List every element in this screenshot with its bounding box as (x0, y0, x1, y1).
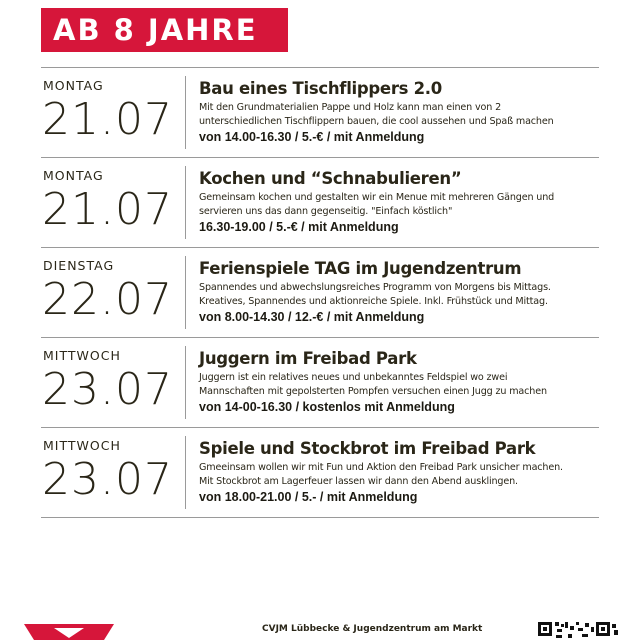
event-description-line: unterschiedlichen Tischflippern bauen, die cool aussehen und Spaß machen (199, 116, 554, 127)
event-date: 23.07 (42, 454, 173, 505)
event-description-line: Juggern ist ein relatives neues und unbekanntes Feldspiel wo zwei (199, 372, 508, 383)
organization-name: CVJM Lübbecke & Jugendzentrum am Markt (262, 624, 483, 634)
event-title: Kochen und “Schnabulieren” (199, 169, 462, 188)
event-row (41, 428, 599, 517)
event-date: 21.07 (42, 94, 173, 145)
event-date: 22.07 (42, 274, 173, 325)
event-title: Bau eines Tischflippers 2.0 (199, 79, 442, 98)
event-separator (185, 346, 186, 419)
event-day: MONTAG (43, 168, 104, 183)
qr-code (538, 622, 620, 640)
divider (41, 517, 599, 518)
event-info: 16.30-19.00 / 5.-€ / mit Anmeldung (199, 220, 399, 234)
event-content (199, 167, 599, 235)
event-day: DIENSTAG (43, 258, 115, 273)
event-date: 23.07 (42, 364, 173, 415)
event-day: MITTWOCH (43, 438, 121, 453)
event-description-line: Mit den Grundmaterialien Pappe und Holz kann man einen von 2 (199, 102, 502, 113)
event-description-line: Kreatives, Spannendes und aktionreiche Spiele. Inkl. Frühstück und Mittag. (199, 296, 548, 307)
event-description-line: servieren uns das dann gegenseitig. "Einfach köstlich" (199, 206, 453, 217)
event-description-line: Gmeeinsam wollen wir mit Fun und Aktion den Freibad Park unsicher machen. (199, 462, 563, 473)
event-title: Ferienspiele TAG im Jugendzentrum (199, 259, 522, 278)
event-description-line: Mit Stockbrot am Lagerfeuer lassen wir dann den Abend ausklingen. (199, 476, 518, 487)
event-description-line: Gemeinsam kochen und gestalten wir ein Menue mit mehreren Gängen und (199, 192, 555, 203)
event-row (41, 338, 599, 427)
event-info: von 8.00-14.30 / 12.-€ / mit Anmeldung (199, 310, 425, 324)
event-row (41, 68, 599, 157)
event-description-line: Spannendes und abwechslungsreiches Programm von Morgens bis Mittags. (199, 282, 551, 293)
event-day: MITTWOCH (43, 348, 121, 363)
event-description-line: Mannschaften mit gepolsterten Pompfen versuchen einen Jugg zu machen (199, 386, 547, 397)
event-separator (185, 256, 186, 329)
event-content (199, 77, 599, 145)
age-banner (41, 8, 288, 52)
event-info: von 14.00-16.30 / 5.-€ / mit Anmeldung (199, 130, 425, 144)
event-content (199, 437, 599, 505)
age-label: AB 8 JAHRE (53, 13, 258, 47)
event-info: von 18.00-21.00 / 5.- / mit Anmeldung (199, 490, 418, 504)
event-content (199, 257, 599, 325)
event-separator (185, 166, 186, 239)
event-row (41, 248, 599, 337)
event-separator (185, 436, 186, 509)
event-day: MONTAG (43, 78, 104, 93)
cvjm-logo (24, 624, 114, 640)
event-title: Spiele und Stockbrot im Freibad Park (199, 439, 536, 458)
event-row (41, 158, 599, 247)
event-date: 21.07 (42, 184, 173, 235)
event-separator (185, 76, 186, 149)
event-info: von 14-00-16.30 / kostenlos mit Anmeldung (199, 400, 455, 414)
event-content (199, 347, 599, 415)
event-title: Juggern im Freibad Park (199, 349, 417, 368)
